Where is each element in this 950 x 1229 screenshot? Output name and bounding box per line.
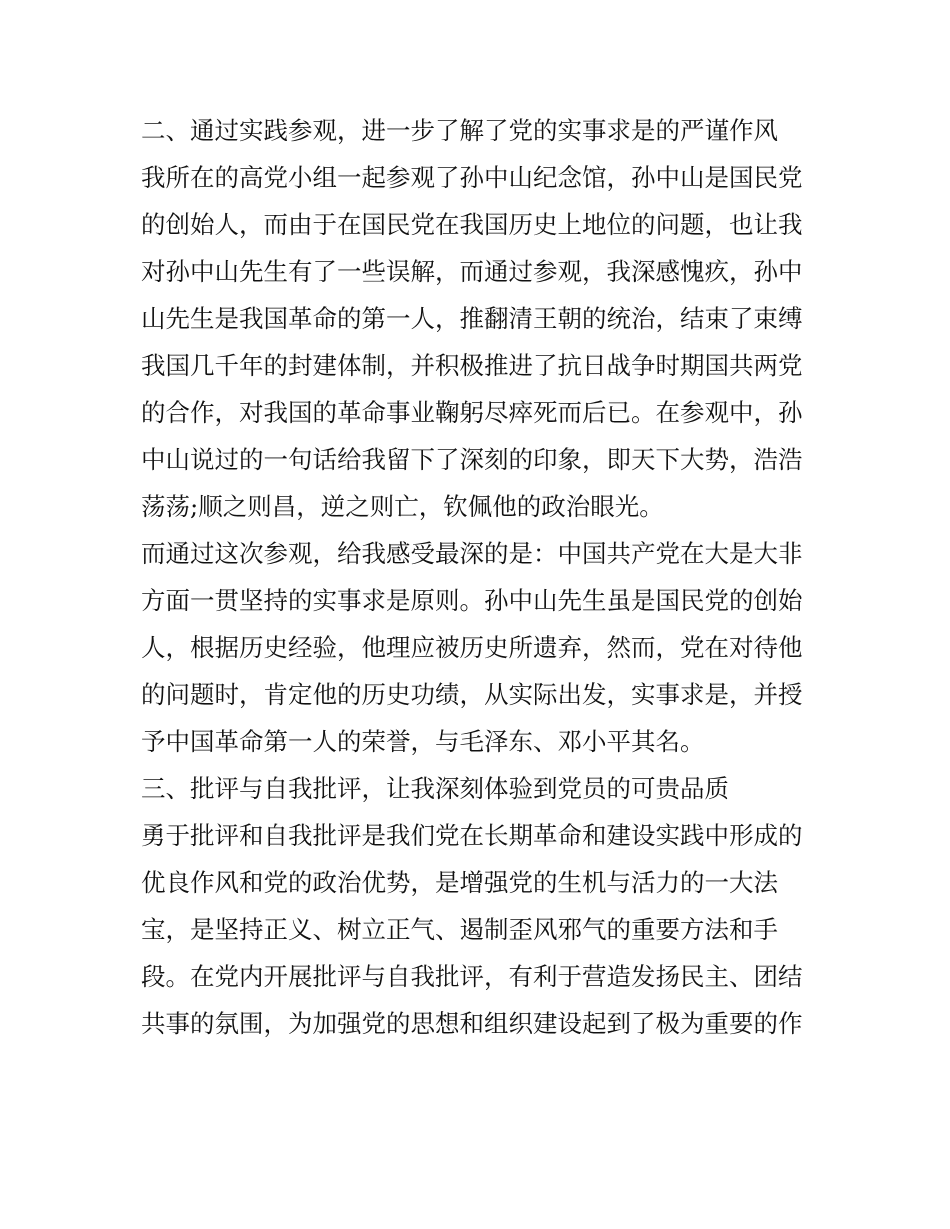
section-heading-two: 二、通过实践参观，进一步了解了党的实事求是的严谨作风 bbox=[141, 116, 778, 145]
paragraph-line: 的合作，对我国的革命事业鞠躬尽瘁死而后已。在参观中，孙 bbox=[141, 398, 803, 427]
paragraph-line: 人，根据历史经验，他理应被历史所遗弃，然而，党在对待他 bbox=[141, 633, 803, 662]
paragraph-line: 而通过这次参观，给我感受最深的是：中国共产党在大是大非 bbox=[141, 539, 803, 568]
paragraph-line: 山先生是我国革命的第一人，推翻清王朝的统治，结束了束缚 bbox=[141, 304, 803, 333]
paragraph-line: 的创始人，而由于在国民党在我国历史上地位的问题，也让我 bbox=[141, 210, 803, 239]
paragraph-line: 段。在党内开展批评与自我批评，有利于营造发扬民主、团结 bbox=[141, 962, 803, 991]
paragraph-line: 我国几千年的封建体制，并积极推进了抗日战争时期国共两党 bbox=[141, 351, 803, 380]
paragraph-line: 荡荡;顺之则昌，逆之则亡，钦佩他的政治眼光。 bbox=[141, 492, 664, 521]
section-heading-three: 三、批评与自我批评，让我深刻体验到党员的可贵品质 bbox=[141, 774, 729, 803]
paragraph-line: 宝，是坚持正义、树立正气、遏制歪风邪气的重要方法和手 bbox=[141, 915, 778, 944]
paragraph-line: 方面一贯坚持的实事求是原则。孙中山先生虽是国民党的创始 bbox=[141, 586, 803, 615]
paragraph-line: 勇于批评和自我批评是我们党在长期革命和建设实践中形成的 bbox=[141, 821, 803, 850]
paragraph-line: 予中国革命第一人的荣誉，与毛泽东、邓小平其名。 bbox=[141, 727, 705, 756]
paragraph-line: 对孙中山先生有了一些误解，而通过参观，我深感愧疚，孙中 bbox=[141, 257, 803, 286]
paragraph-line: 优良作风和党的政治优势，是增强党的生机与活力的一大法 bbox=[141, 868, 778, 897]
paragraph-line: 中山说过的一句话给我留下了深刻的印象，即天下大势，浩浩 bbox=[141, 445, 803, 474]
document-body bbox=[141, 107, 821, 1047]
paragraph-line: 我所在的高党小组一起参观了孙中山纪念馆，孙中山是国民党 bbox=[141, 163, 803, 192]
paragraph-line: 共事的氛围，为加强党的思想和组织建设起到了极为重要的作 bbox=[141, 1009, 803, 1038]
paragraph-line: 的问题时，肯定他的历史功绩，从实际出发，实事求是，并授 bbox=[141, 680, 803, 709]
